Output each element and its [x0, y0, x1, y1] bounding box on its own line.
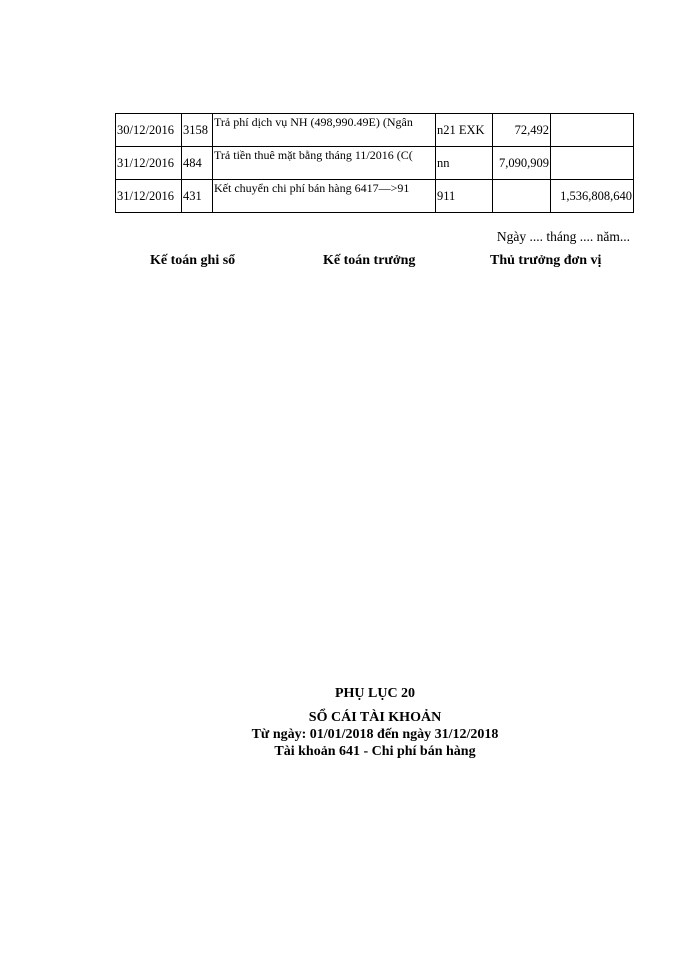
- cell-doc-number: 431: [182, 180, 213, 213]
- cell-account: n21 EXK: [436, 114, 493, 147]
- cell-debit: [493, 180, 551, 213]
- cell-account: nn: [436, 147, 493, 180]
- period-line: Từ ngày: 01/01/2018 đến ngày 31/12/2018: [251, 727, 499, 742]
- cell-doc-number: 484: [182, 147, 213, 180]
- cell-description: Trả phí dịch vụ NH (498,990.49E) (Ngân: [213, 114, 436, 147]
- cell-debit: 72,492: [493, 114, 551, 147]
- date-line: Ngày .... tháng .... năm...: [496, 229, 630, 244]
- account-line: Tài khoản 641 - Chi phí bán hàng: [274, 744, 476, 759]
- cell-debit: 7,090,909: [493, 147, 551, 180]
- table-row: [116, 147, 634, 180]
- appendix-title: PHỤ LỤC 20: [334, 686, 416, 701]
- cell-credit: [551, 114, 634, 147]
- table-row: [116, 114, 634, 147]
- signature-head-of-unit: Thủ trưởng đơn vị: [490, 253, 602, 268]
- signature-bookkeeper: Kế toán ghi sổ: [150, 253, 236, 268]
- signature-chief-accountant: Kế toán trưởng: [323, 253, 416, 268]
- ledger-table: [115, 113, 634, 213]
- cell-credit: [551, 147, 634, 180]
- cell-description: Trả tiền thuê mặt bằng tháng 11/2016 (C(: [213, 147, 436, 180]
- cell-doc-number: 3158: [182, 114, 213, 147]
- cell-date: 31/12/2016: [116, 147, 182, 180]
- cell-description: Kết chuyển chi phí bán hàng 6417—>91: [213, 180, 436, 213]
- cell-date: 31/12/2016: [116, 180, 182, 213]
- cell-date: 30/12/2016: [116, 114, 182, 147]
- cell-credit: 1,536,808,640: [551, 180, 634, 213]
- ledger-title: SỔ CÁI TÀI KHOẢN: [308, 710, 442, 725]
- table-row: [116, 180, 634, 213]
- cell-account: 911: [436, 180, 493, 213]
